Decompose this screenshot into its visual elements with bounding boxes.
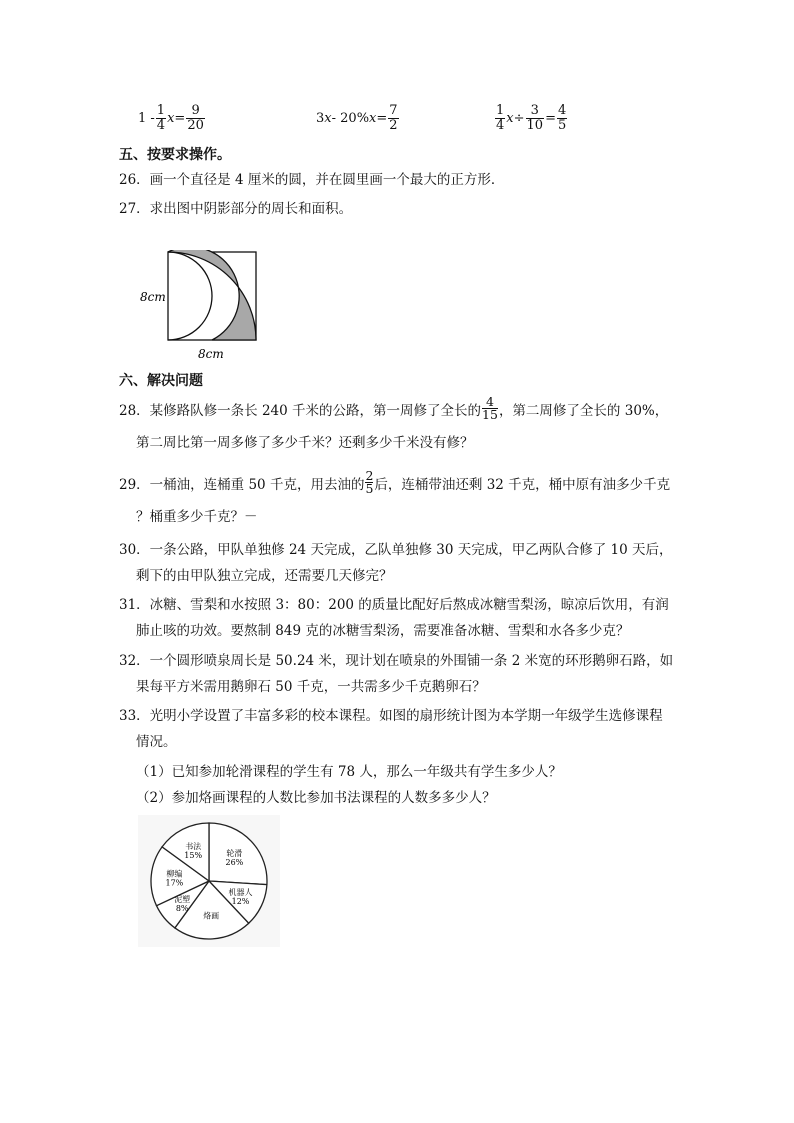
pie-slice-label-5: 柳编 bbox=[166, 869, 183, 879]
eq3-fraction-2: $\frac{3}{10}$ bbox=[526, 102, 544, 133]
bottom-side-label: 8cm bbox=[198, 347, 224, 361]
pie-slice-label-2: 机器人 bbox=[228, 887, 253, 897]
course-pie-chart bbox=[138, 815, 280, 947]
left-side-label: 8cm bbox=[140, 290, 166, 304]
equation-3: $\frac{1}{4}$ x ÷ $\frac{3}{10}$ = $\frac{4}{5}$ bbox=[496, 102, 567, 133]
eq1-prefix: 1 - bbox=[138, 110, 155, 126]
q28-fraction: $\frac{4}{15}$ bbox=[482, 394, 498, 422]
question-29: 29．一桶油，连桶重 50 千克，用去油的 $\frac{2}{5}$ 后，连桶带油还剩 32 千克，桶中原有油多少千克 ？桶重多少千克？－ bbox=[119, 468, 671, 525]
question-32: 32．一个圆形喷泉周长是 50.24 米，现计划在喷泉的外围铺一条 2 米宽的环形鹅卵石路，如 果每平方米需用鹅卵石 50 千克，一共需多少千克鹅卵石？ bbox=[119, 653, 674, 695]
pie-slice-percent-4: 8% bbox=[175, 904, 189, 914]
eq1-fraction-1: $\frac{1}{4}$ bbox=[156, 102, 166, 133]
section-5-title: 五、按要求操作。 bbox=[119, 147, 231, 163]
eq1-variable: x bbox=[167, 110, 175, 126]
equation-1 bbox=[138, 98, 206, 138]
eq2-fraction: $\frac{7}{2}$ bbox=[389, 102, 398, 133]
eq3-fraction-3: $\frac{4}{5}$ bbox=[557, 102, 567, 133]
pie-slice-label-6: 书法 bbox=[185, 842, 202, 851]
question-33-part-1: （1）已知参加轮滑课程的学生有 78 人，那么一年级共有学生多少人？ bbox=[136, 764, 562, 780]
q29-fraction: $\frac{2}{5}$ bbox=[365, 468, 374, 496]
question-31: 31．冰糖、雪梨和水按照 3：80：200 的质量比配好后熬成冰糖雪梨汤，晾凉后饮用，有润 肺止咳的功效。要熬制 849 克的冰糖雪梨汤，需要准备冰糖、雪梨和水各多少克？ bbox=[119, 597, 669, 639]
eq1-fraction-2: $\frac{9}{20}$ bbox=[187, 102, 204, 133]
pie-slice-percent-5: 17% bbox=[165, 878, 184, 888]
pie-slice-label-4: 泥塑 bbox=[174, 895, 191, 905]
eq1-equals: = bbox=[174, 110, 186, 126]
question-28: 28．某修路队修一条长 240 千米的公路，第一周修了全长的 $\frac{4}{15}$ ，第二周修了全长的 30%， 第二周比第一周多修了多少千米？还剩多少千米没有修？ bbox=[119, 394, 669, 451]
shaded-region-figure bbox=[136, 250, 266, 365]
pie-slice-label-1: 轮滑 bbox=[226, 849, 243, 859]
question-33: 33．光明小学设置了丰富多彩的校本课程。如图的扇形统计图为本学期一年级学生选修课程 情况。 （1）已知参加轮滑课程的学生有 78 人，那么一年级共有学生多少人？ （2）参加烙画课程的人数比参加书法课程的人数多多少人？ bbox=[119, 703, 689, 811]
pie-slice-label-3: 烙画 bbox=[203, 911, 220, 921]
question-27: 27．求出图中阴影部分的周长和面积。 bbox=[119, 201, 353, 217]
pie-slice-percent-6: 15% bbox=[184, 851, 203, 860]
pie-slice-percent-2: 12% bbox=[231, 896, 250, 906]
section-6-title: 六、解决问题 bbox=[119, 373, 203, 389]
semicircle-arc bbox=[168, 252, 212, 340]
pie-slice-percent-1: 26% bbox=[225, 858, 244, 868]
question-26: 26．画一个直径是 4 厘米的圆，并在圆里画一个最大的正方形． bbox=[119, 172, 505, 188]
equation-2: 3 x - 20% x = $\frac{7}{2}$ bbox=[316, 102, 398, 133]
question-33-part-2: （2）参加烙画课程的人数比参加书法课程的人数多多少人？ bbox=[136, 790, 496, 806]
eq3-fraction-1: $\frac{1}{4}$ bbox=[496, 102, 505, 133]
question-30: 30．一条公路，甲队单独修 24 天完成，乙队单独修 30 天完成，甲乙两队合修了 10 天后， 剩下的由甲队独立完成，还需要几天修完？ bbox=[119, 542, 673, 584]
